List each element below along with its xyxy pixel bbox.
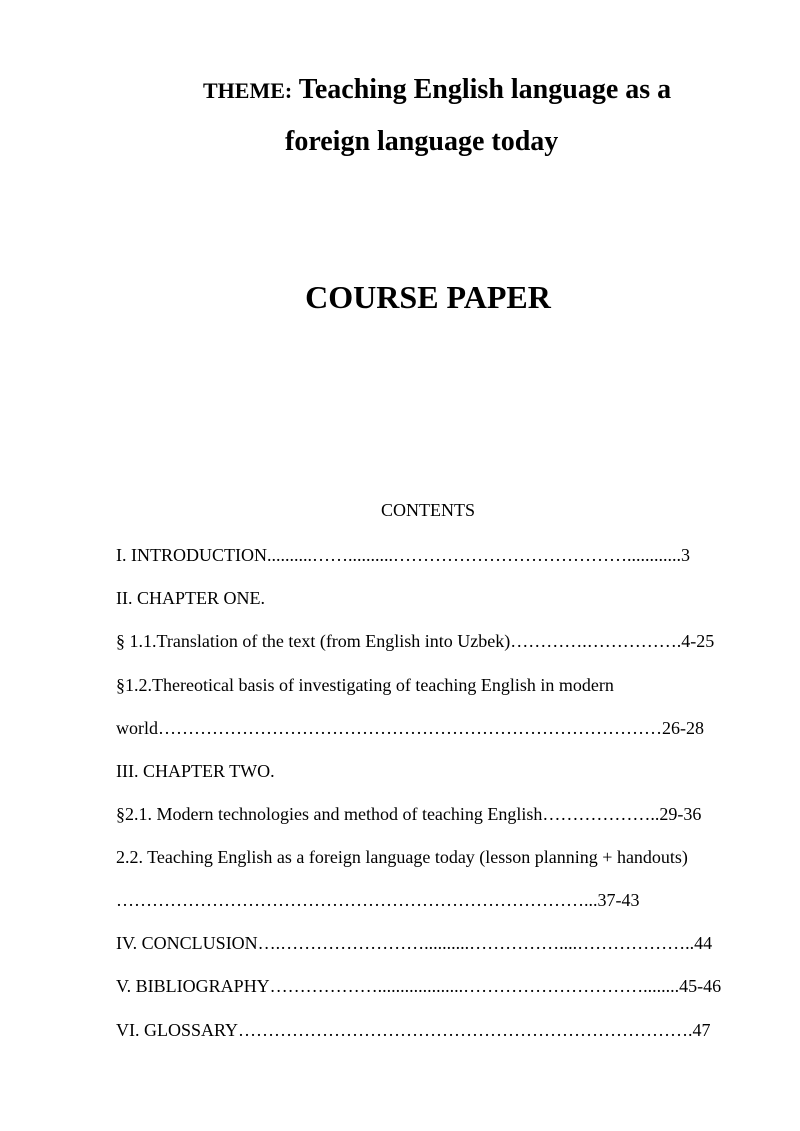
document-type-heading: COURSE PAPER (305, 279, 551, 315)
contents-heading: CONTENTS (381, 500, 475, 520)
theme-title-line-2: foreign language today (285, 126, 559, 157)
theme-title-line-1 (203, 74, 671, 106)
toc-conclusion: IV. CONCLUSION….……………………..........……………....………………..44 (116, 933, 713, 953)
toc-section-2-2-cont: ……………………………………………………………………...37-43 (116, 890, 640, 910)
toc-section-1-2-cont: world…………………………………………………………………………26-28 (116, 718, 704, 738)
toc-section-1-2: §1.2.Thereotical basis of investigating of teaching English in modern (116, 675, 614, 695)
theme-title-text-1: Teaching English language as a (292, 74, 672, 105)
toc-section-2-1: §2.1. Modern technologies and method of teaching English………………..29-36 (116, 804, 702, 824)
toc-chapter-two: III. CHAPTER TWO. (116, 761, 275, 781)
toc-section-1-1: § 1.1.Translation of the text (from English into Uzbek)………….…………….4-25 (116, 631, 715, 651)
toc-chapter-one: II. CHAPTER ONE. (116, 588, 265, 608)
toc-bibliography: V. BIBLIOGRAPHY………………...................…………………………........45-46 (116, 976, 722, 996)
toc-glossary: VI. GLOSSARY………………………………………………………………….47 (116, 1020, 711, 1040)
toc-introduction: I. INTRODUCTION..........……..........…………………………………............3 (116, 545, 690, 565)
theme-label: THEME: (203, 78, 293, 103)
toc-section-2-2: 2.2. Teaching English as a foreign language today (lesson planning + handouts) (116, 847, 688, 867)
